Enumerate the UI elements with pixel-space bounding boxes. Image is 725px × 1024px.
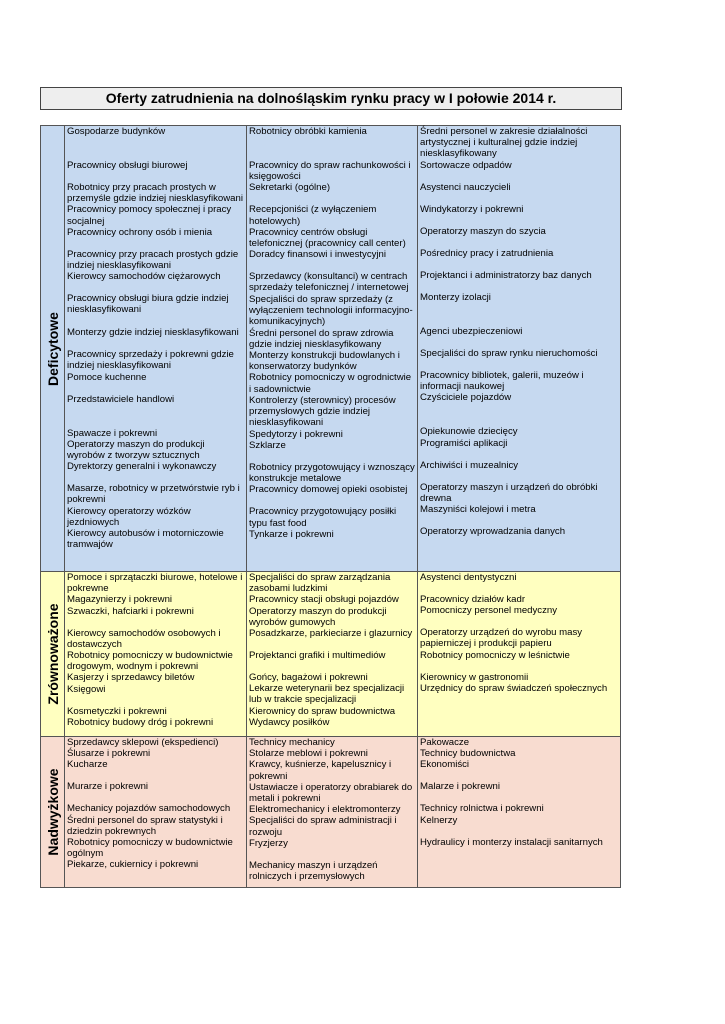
occupation-cell: Pracownicy sprzedaży i pokrewni gdzie indziej niesklasyfikowani: [67, 349, 234, 372]
occupation-cell: Pracownicy pomocy społecznej i pracy socjalnej: [67, 204, 232, 227]
occupation-cell: Kierownicy do spraw budownictwa: [249, 705, 396, 717]
group-zrownowazone: [40, 571, 621, 736]
occupation-cell: Gospodarze budynków: [67, 126, 166, 137]
occupation-cell: Ustawiacze i operatorzy obrabiarek do metali i pokrewni: [249, 781, 413, 805]
occupation-cell: Dyrektorzy generalni i wykonawczy: [67, 461, 217, 473]
group-label: Deficytowe: [44, 311, 61, 386]
group-label-cell: [41, 126, 65, 571]
occupation-cell: Operatorzy maszyn do szycia: [420, 226, 546, 237]
column-2: [246, 737, 417, 887]
page-title: Oferty zatrudnienia na dolnośląskim rynku pracy w I połowie 2014 r.: [40, 87, 622, 110]
occupation-cell: Księgowi: [67, 683, 106, 695]
occupation-cell: [420, 716, 618, 727]
occupation-cell: Technicy budownictwa: [420, 748, 516, 760]
occupation-cell: Operatorzy maszyn do produkcji wyrobów gumowych: [249, 605, 387, 628]
occupation-cell: Operatorzy maszyn do produkcji wyrobów z tworzyw sztucznych: [67, 438, 205, 462]
column-1: [65, 126, 246, 571]
occupation-cell: Kierownicy w gastronomii: [420, 671, 529, 683]
occupation-cell: Stolarze meblowi i pokrewni: [249, 748, 368, 760]
occupation-cell: Malarze i pokrewni: [420, 781, 500, 793]
occupation-cell: Elektromechanicy i elektromonterzy: [249, 804, 401, 816]
occupation-cell: Magazynierzy i pokrewni: [67, 594, 173, 606]
occupation-cell: Robotnicy pomocniczy w ogrodnictwie i sadownictwie: [249, 372, 412, 395]
occupation-cell: Kontrolerzy (sterownicy) procesów przemysłowych gdzie indziej niesklasyfikowani: [249, 394, 396, 429]
occupation-cell: Pomoce i sprzątaczki biurowe, hotelowe i pokrewne: [67, 572, 243, 595]
occupation-cell: Kucharze: [67, 759, 108, 771]
occupation-cell: Masarze, robotnicy w przetwórstwie ryb i pokrewni: [67, 483, 240, 506]
occupation-cell: Pomoce kuchenne: [67, 371, 147, 383]
occupation-cell: Pracownicy obsługi biurowej: [67, 160, 188, 171]
occupation-cell: Średni personel do spraw statystyki i dziedzin pokrewnych: [67, 814, 223, 837]
occupation-cell: Kierowcy samochodów osobowych i dostawczych: [67, 627, 221, 650]
occupation-cell: Lekarze weterynarii bez specjalizacji lub w trakcie specjalizacji: [249, 683, 405, 706]
occupation-cell: Spedytorzy i pokrewni: [249, 428, 343, 440]
column-2: [246, 126, 417, 571]
occupation-cell: Programiści aplikacji: [420, 437, 508, 449]
occupation-cell: Pracownicy ochrony osób i mienia: [67, 226, 213, 238]
occupation-cell: Specjaliści do spraw zarządzania zasobami ludzkimi: [249, 572, 391, 595]
occupation-cell: Pracownicy stacji obsługi pojazdów: [249, 594, 399, 606]
group-label-cell: [41, 572, 65, 736]
occupation-cell: Średni personel do spraw zdrowia gdzie indziej niesklasyfikowany: [249, 327, 394, 350]
occupation-cell: Przedstawiciele handlowi: [67, 393, 175, 405]
occupation-cell: Pracownicy przygotowujący posiłki typu fast food: [249, 506, 397, 529]
column-1: [65, 572, 246, 736]
occupation-cell: Pracownicy działów kadr: [420, 594, 526, 605]
occupation-cell: Szklarze: [249, 440, 286, 452]
occupation-cell: Pośrednicy pracy i zatrudnienia: [420, 248, 554, 259]
occupation-cell: Pracownicy do spraw rachunkowości i księgowości: [249, 160, 411, 183]
occupation-cell: Sprzedawcy (konsultanci) w centrach sprzedaży telefonicznej / internetowej: [249, 271, 409, 294]
occupation-cell: Robotnicy obróbki kamienia: [249, 126, 367, 137]
group-deficytowe: [40, 125, 621, 571]
occupation-cell: Pracownicy bibliotek, galerii, muzeów i informacji naukowej: [420, 370, 584, 393]
occupation-cell: Sprzedawcy sklepowi (ekspedienci): [67, 737, 219, 748]
occupation-cell: Robotnicy pomocniczy w budownictwie drogowym, wodnym i pokrewni: [67, 650, 233, 673]
occupation-cell: Pomocniczy personel medyczny: [420, 605, 558, 617]
occupation-cell: Pracownicy domowej opieki osobistej: [249, 484, 408, 496]
occupation-cell: Operatorzy urządzeń do wyrobu masy papierniczej i produkcji papieru: [420, 627, 583, 650]
occupation-cell: Kasjerzy i sprzedawcy biletów: [67, 672, 195, 684]
occupation-cell: Specjaliści do spraw rynku nieruchomości: [420, 348, 598, 359]
occupation-cell: Kierowcy operatorzy wózków jezdniowych: [67, 505, 191, 528]
occupation-cell: Gońcy, bagażowi i pokrewni: [249, 672, 368, 684]
occupation-cell: Mechanicy pojazdów samochodowych: [67, 803, 231, 815]
occupation-cell: Doradcy finansowi i inwestycyjni: [249, 249, 387, 261]
column-3: [417, 572, 620, 736]
occupation-cell: Pracownicy przy pracach prostych gdzie indziej niesklasyfikowani: [67, 248, 239, 272]
occupation-cell: Czyściciele pojazdów: [420, 392, 512, 404]
occupation-cell: Specjaliści do spraw sprzedaży (z wyłączeniem technologii informacyjno-komunikacyjnych): [249, 293, 413, 328]
group-label: Nadwyżkowe: [44, 768, 61, 856]
occupation-cell: Kelnerzy: [420, 814, 458, 826]
occupation-cell: [420, 859, 618, 881]
occupation-cell: Kosmetyczki i pokrewni: [67, 705, 167, 717]
occupation-cell: Średni personel w zakresie działalności artystycznej i kulturalnej gdzie indziej niesklasyfikowany: [420, 126, 588, 160]
column-3: [417, 737, 620, 887]
occupation-cell: Opiekunowie dziecięcy: [420, 426, 518, 438]
occupation-cell: Hydraulicy i monterzy instalacji sanitarnych: [420, 836, 603, 848]
occupation-cell: Pracownicy obsługi biura gdzie indziej niesklasyfikowani: [67, 293, 229, 316]
occupation-cell: Robotnicy pomocniczy w budownictwie ogólnym: [67, 837, 233, 860]
column-1: [65, 737, 246, 887]
occupation-cell: [420, 705, 618, 716]
column-2: [246, 572, 417, 736]
occupation-cell: Sortowacze odpadów: [420, 160, 512, 171]
occupation-cell: Fryzjerzy: [249, 837, 288, 849]
occupation-cell: Technicy rolnictwa i pokrewni: [420, 803, 544, 815]
occupation-cell: Szwaczki, hafciarki i pokrewni: [67, 605, 194, 617]
occupation-cell: Pracownicy centrów obsługi telefonicznej (pracownicy call center): [249, 226, 406, 250]
occupation-cell: Specjaliści do spraw administracji i rozwoju: [249, 815, 397, 838]
occupation-cell: Ekonomiści: [420, 759, 470, 771]
occupation-cell: Murarze i pokrewni: [67, 781, 149, 793]
occupation-cell: Robotnicy pomocniczy w leśnictwie: [420, 649, 570, 661]
occupation-cell: Robotnicy przy pracach prostych w przemyśle gdzie indziej niesklasyfikowani: [67, 182, 243, 205]
occupation-cell: Operatorzy wprowadzania danych: [420, 526, 566, 538]
occupation-cell: Archiwiści i muzealnicy: [420, 459, 519, 471]
employment-table: [40, 125, 621, 888]
occupation-cell: Robotnicy budowy dróg i pokrewni: [67, 716, 214, 728]
group-nadwyzkowe: [40, 736, 621, 888]
occupation-cell: Urzędnicy do spraw świadczeń społecznych: [420, 682, 608, 694]
occupation-cell: Mechanicy maszyn i urządzeń rolniczych i przemysłowych: [249, 859, 378, 883]
occupation-cell: Kierowcy autobusów i motorniczowie tramwajów: [67, 528, 224, 551]
occupation-cell: Posadzkarze, parkieciarze i glazurnicy: [249, 628, 413, 640]
occupation-cell: Monterzy konstrukcji budowlanych i konserwatorzy budynków: [249, 350, 400, 373]
occupation-cell: Technicy mechanicy: [249, 737, 335, 748]
occupation-cell: Ślusarze i pokrewni: [67, 748, 151, 760]
occupation-cell: Projektanci grafiki i multimediów: [249, 650, 386, 662]
occupation-cell: Kierowcy samochodów ciężarowych: [67, 271, 221, 283]
group-label-cell: [41, 737, 65, 887]
occupation-cell: Projektanci i administratorzy baz danych: [420, 270, 592, 281]
column-3: [417, 126, 620, 571]
occupation-cell: Monterzy gdzie indziej niesklasyfikowani: [67, 327, 239, 339]
occupation-cell: Sekretarki (ogólne): [249, 182, 331, 194]
occupation-cell: Monterzy izolacji: [420, 292, 491, 303]
occupation-cell: Krawcy, kuśnierze, kapelusznicy i pokrewni: [249, 759, 392, 782]
occupation-cell: Piekarze, cukiernicy i pokrewni: [67, 859, 199, 871]
occupation-cell: Wydawcy posiłków: [249, 716, 330, 728]
occupation-cell: Tynkarze i pokrewni: [249, 528, 334, 540]
occupation-cell: Recepcjoniści (z wyłączeniem hotelowych): [249, 204, 377, 227]
occupation-cell: Maszyniści kolejowi i metra: [420, 504, 536, 516]
group-label: Zrównoważone: [44, 603, 61, 705]
occupation-cell: Windykatorzy i pokrewni: [420, 204, 524, 215]
occupation-cell: Operatorzy maszyn i urządzeń do obróbki drewna: [420, 481, 598, 504]
occupation-cell: Robotnicy przygotowujący i wznoszący konstrukcje metalowe: [249, 462, 415, 485]
occupation-cell: Agenci ubezpieczeniowi: [420, 326, 523, 337]
occupation-cell: Asystenci dentystyczni: [420, 572, 517, 583]
occupation-cell: Asystenci nauczycieli: [420, 182, 511, 193]
occupation-cell: Spawacze i pokrewni: [67, 427, 158, 439]
occupation-cell: Pakowacze: [420, 737, 470, 748]
